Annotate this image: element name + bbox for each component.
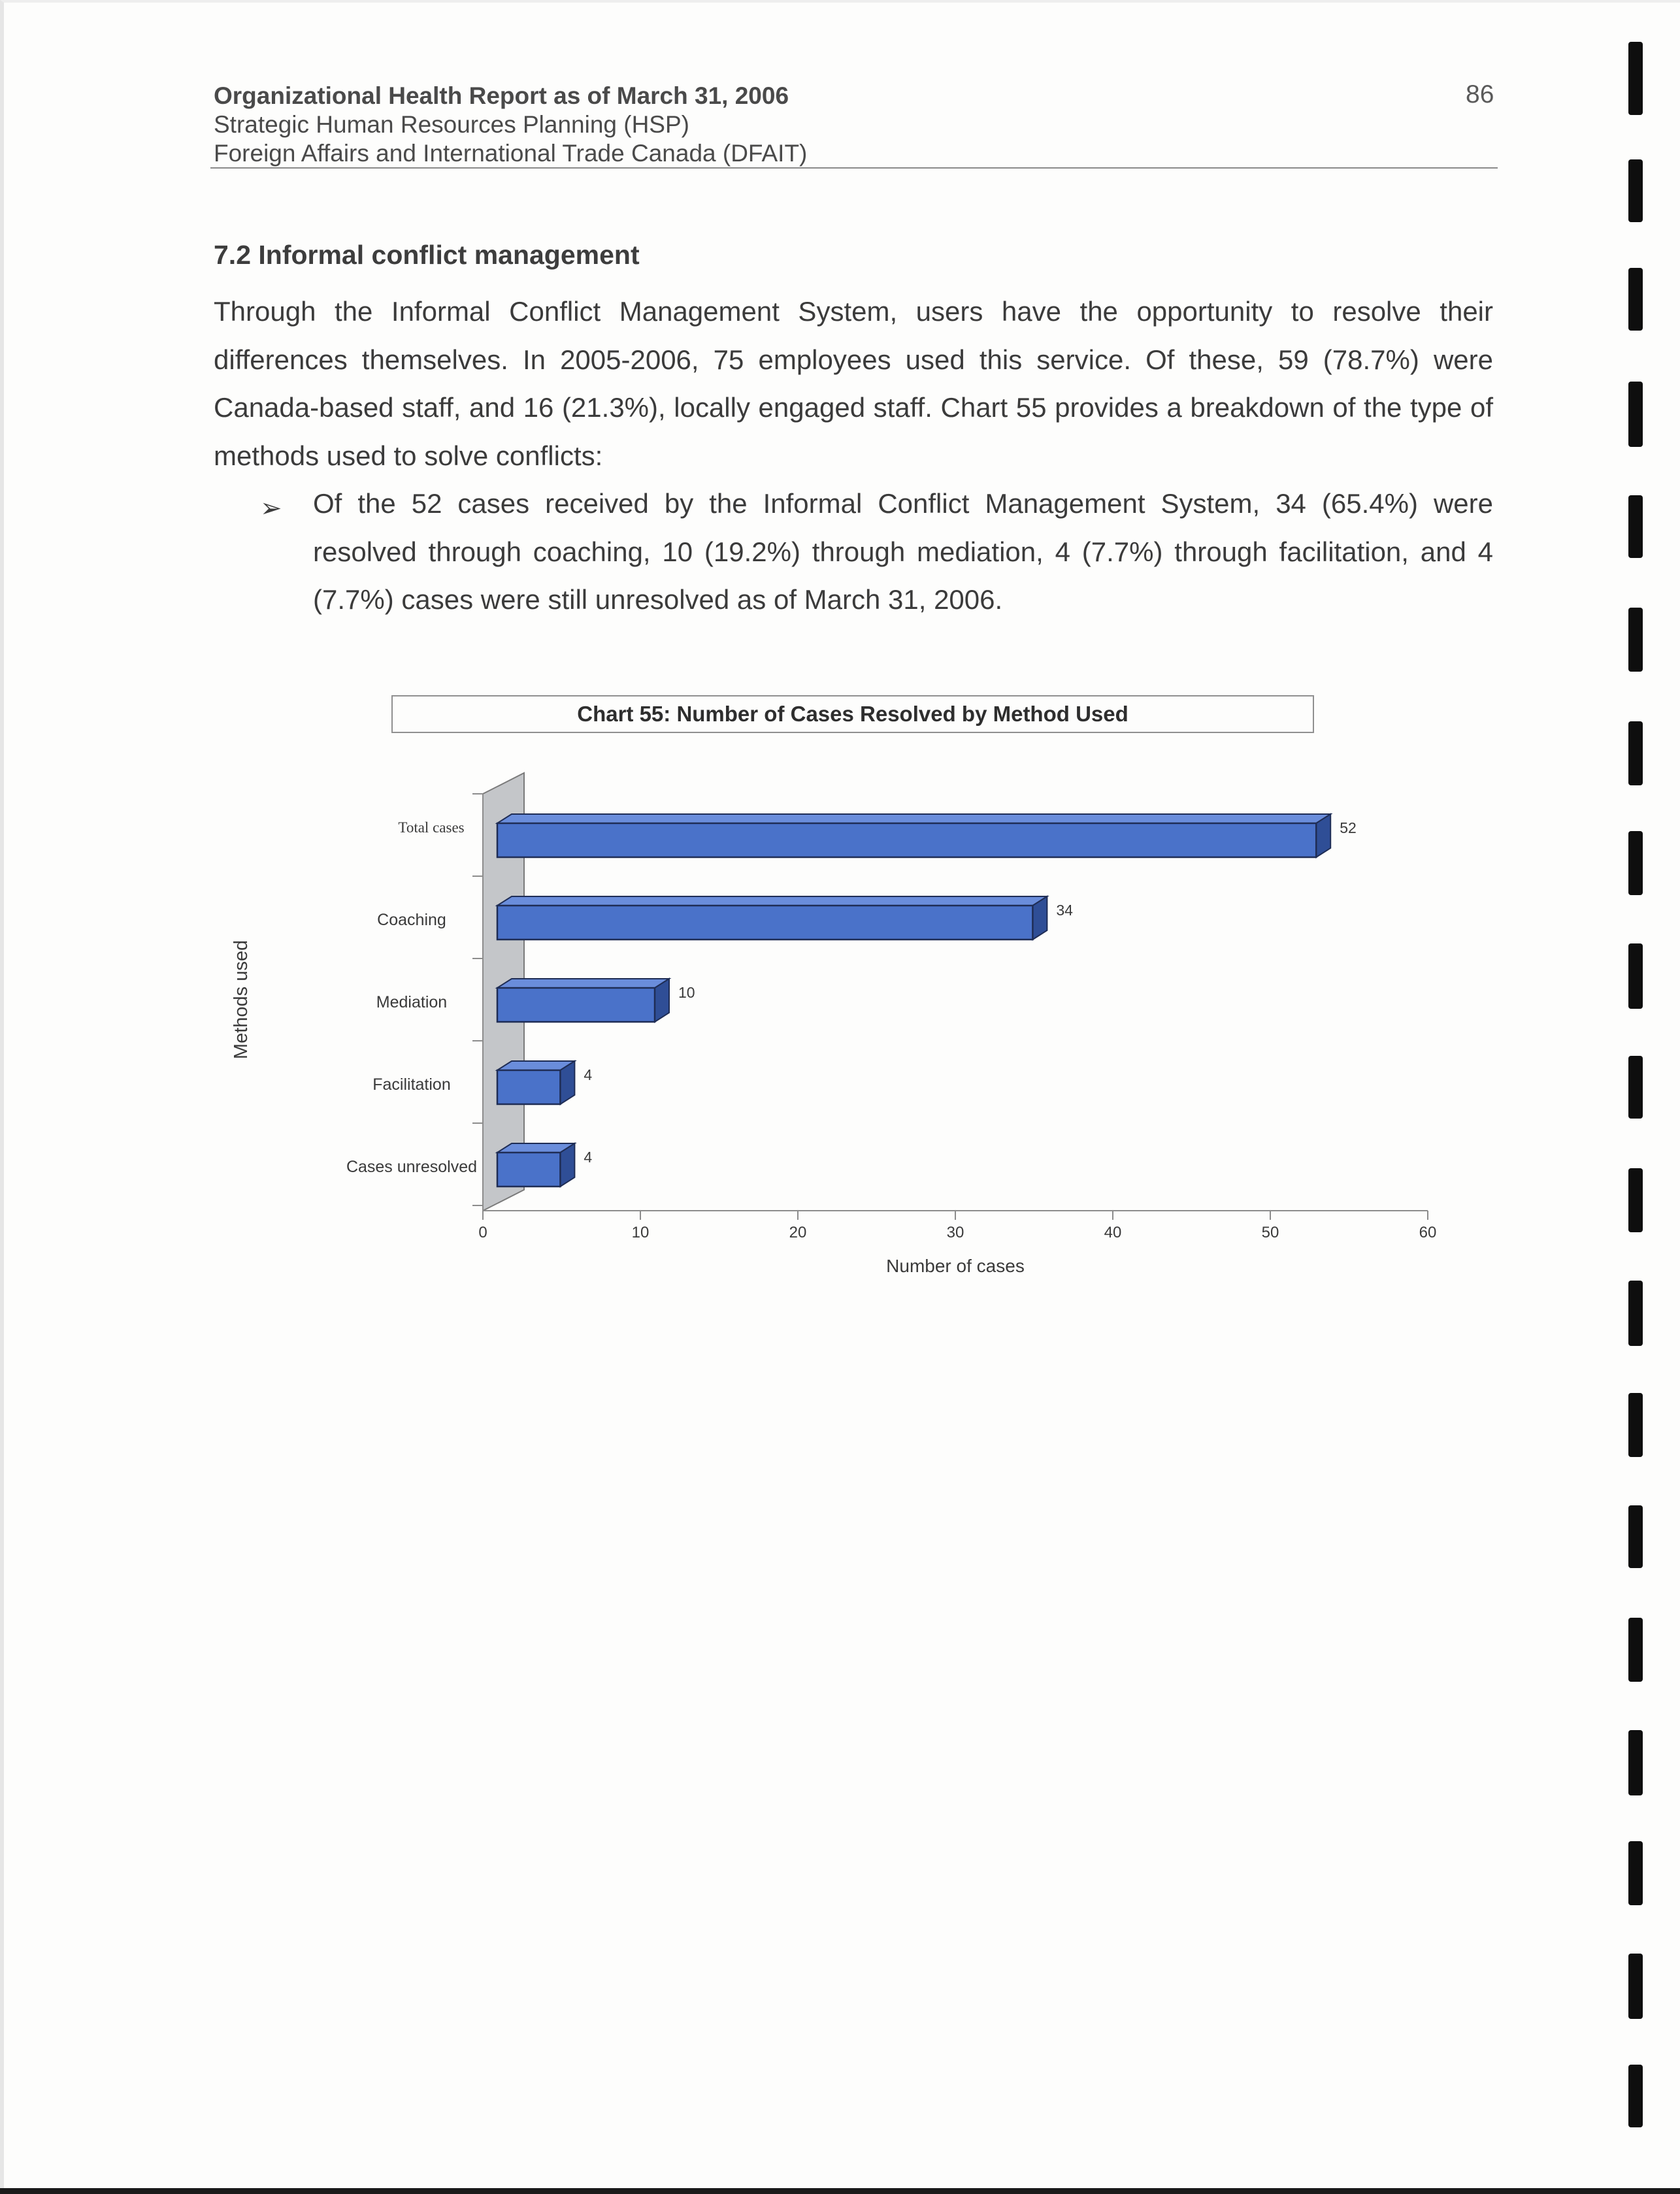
x-tick-label: 40 (1104, 1224, 1122, 1241)
bar-mediation (497, 988, 655, 1022)
bar-data-label: 4 (584, 1149, 593, 1166)
binder-hole (1628, 608, 1643, 672)
bullet-arrow-icon: ➢ (260, 494, 282, 523)
binder-hole (1628, 831, 1643, 895)
bullet-text: Of the 52 cases received by the Informal Conflict Management System, 34 (65.4%) were resolved through coaching, 10 (19.2%) through mediation, 4 (7.7%) through facilitation, and 4 (7.7%) cases were still unresolved as of March 31, 2006. (313, 488, 1493, 615)
binder-hole (1628, 42, 1643, 115)
binder-hole (1628, 1056, 1643, 1119)
x-tick-label: 60 (1419, 1224, 1437, 1241)
x-tick-label: 30 (946, 1224, 964, 1241)
category-label: Mediation (376, 993, 448, 1011)
section-heading: 7.2 Informal conflict management (214, 240, 640, 270)
x-tick-label: 0 (478, 1224, 487, 1241)
bar-coaching (497, 906, 1032, 940)
bar-top-face (497, 896, 1047, 906)
binder-hole (1628, 1505, 1643, 1568)
binder-hole (1628, 495, 1643, 558)
chart-title: Chart 55: Number of Cases Resolved by Method Used (577, 702, 1128, 726)
binder-hole (1628, 1281, 1643, 1346)
page-bottom-edge (0, 2188, 1680, 2194)
x-tick-label: 20 (789, 1224, 807, 1241)
binder-hole (1628, 1841, 1643, 1905)
page-number: 86 (1466, 80, 1494, 108)
bar-data-label: 4 (584, 1066, 593, 1083)
bar-cases-unresolved (497, 1153, 560, 1187)
binder-hole (1628, 943, 1643, 1009)
bar-data-label: 10 (678, 984, 695, 1001)
binder-hole (1628, 1168, 1643, 1232)
category-label: Cases unresolved (346, 1158, 478, 1176)
y-axis-title: Methods used (231, 940, 252, 1060)
report-title: Organizational Health Report as of March 31, 2006 (214, 82, 789, 109)
category-label: Total cases (398, 819, 465, 836)
binder-hole (1628, 1730, 1643, 1795)
binder-hole (1628, 1618, 1643, 1682)
bar-top-face (497, 814, 1330, 823)
x-tick-label: 50 (1261, 1224, 1279, 1241)
binder-hole (1628, 1954, 1643, 2019)
x-axis-title: Number of cases (886, 1256, 1025, 1276)
binder-hole (1628, 268, 1643, 331)
bar-facilitation (497, 1070, 560, 1104)
bar-data-label: 34 (1056, 902, 1073, 919)
category-label: Coaching (377, 911, 446, 929)
report-subtitle-hsp: Strategic Human Resources Planning (HSP) (214, 111, 689, 138)
report-subtitle-dfait: Foreign Affairs and International Trade Canada (DFAIT) (214, 140, 808, 167)
bar-top-face (497, 979, 669, 988)
binder-hole (1628, 159, 1643, 222)
category-label: Facilitation (372, 1075, 451, 1094)
bar-data-label: 52 (1340, 819, 1357, 836)
binder-hole (1628, 2065, 1643, 2127)
binder-hole (1628, 382, 1643, 447)
body-paragraph: Through the Informal Conflict Management System, users have the opportunity to resolve their differences themselves. In 2005-2006, 75 employees used this service. Of these, 59 (78.7%) were Canada-based staff, and 16 (21.3%), locally engaged staff. Chart 55 provides a breakdown of the type of methods used to solve conflicts: (214, 296, 1493, 471)
bar-total-cases (497, 823, 1316, 857)
x-tick-label: 10 (631, 1224, 650, 1241)
binder-hole (1628, 1393, 1643, 1457)
binder-hole (1628, 721, 1643, 785)
